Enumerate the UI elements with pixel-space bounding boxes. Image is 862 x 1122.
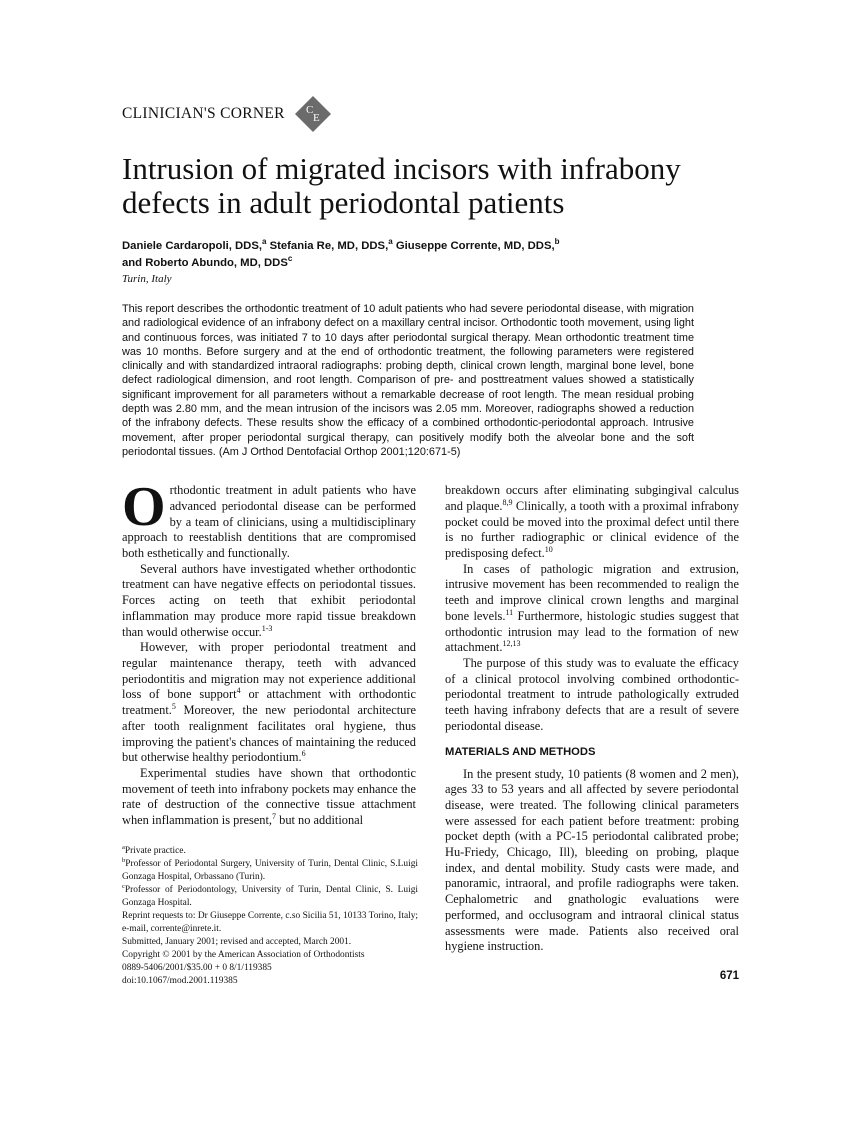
paragraph: In cases of pathologic migration and extrusion, intrusive movement has been recommended to realign the teeth and improve clinical crown lengths and marginal bone levels.$^{11}$ Furthermore, histologic studies suggest that orthodontic intrusion may lead to the formation of new attachment.$^{12,13}$ [445,561,739,655]
ce-badge-icon [295,96,331,132]
footnote: $^c$Professor of Periodontology, University of Turin, Dental Clinic, S. Luigi Gonzaga Hospital. [122,882,418,908]
svg-text:C: C [305,104,314,116]
author: Stefania Re, MD, DDS, [269,240,389,252]
author: and Roberto Abundo, MD, DDS [122,257,288,269]
citation: 5 [171,701,176,711]
footnote: doi:10.1067/mod.2001.119385 [122,975,238,986]
paragraph: The purpose of this study was to evaluate the efficacy of a clinical protocol involving combined orthodontic-periodontal treatment to intrude pathologically extruded teeth having infrabony defects that are a result of severe periodontal disease. [445,656,739,733]
article-title: Intrusion of migrated incisors with infrabony defects in adult periodontal patients [122,151,681,220]
footnotes [122,845,418,988]
paragraph: In the present study, 10 patients (8 women and 2 men), ages 33 to 53 years and all affected by severe periodontal disease, were treated. The following clinical parameters were assessed for each patient before treatment: probing pocket depth (with a PC-15 periodontal calibrated probe; Hu-Friedy, Chicago, Ill), bleeding on probing, plaque index, and dental mobility. Study casts were made, and panoramic, intraoral, and profile radiographs were taken. Cephalometric and gnathologic evaluations were performed, and occlusogram and intraoral clinical status assessments were made. Patients also received oral hygiene instruction. [445,766,739,954]
citation: 10 [544,544,553,554]
footnote: $^b$Professor of Periodontal Surgery, University of Turin, Dental Clinic, S.Luigi Gonzaga Hospital, Orbassano (Turin). [122,856,418,882]
affiliation-mark: c [287,254,293,264]
paragraph: Orthodontic treatment in adult patients who have advanced periodontal disease can be performed by a team of clinicians, using a multidisciplinary approach to reestablish dentitions that are compromised both esthetically and functionally. [122,476,416,561]
abstract: This report describes the orthodontic treatment of 10 adult patients who had severe periodontal disease, with migration and radiological evidence of an infrabony defect on a maxillary central incisor. Orthodontic tooth movement, using light and continuous forces, was initiated 7 to 10 days after periodontal surgical therapy. Mean orthodontic treatment time was 10 months. Before surgery and at the end of orthodontic treatment, the following parameters were registered clinically and with standardized intraoral radiographs: probing depth, clinical crown length, marginal bone level, bone defect radiological dimension, and root length. Comparison of pre- and posttreatment values showed a statistically significant improvement for all parameters without a remarkable decrease of root length. The mean residual probing depth was 2.80 mm, and the mean intrusion of the incisors was 2.05 mm. Moreover, radiographs showed a reduction of the infrabony defects. These results show the efficacy of a combined orthodontic-periodontal approach. Intrusive movement, after proper periodontal surgical therapy, can positively modify both the alveolar bone and the soft periodontal tissues. (Am J Orthod Dentofacial Orthop 2001;120:671-5) [122,303,694,458]
footnote: Submitted, January 2001; revised and accepted, March 2001. [122,936,352,947]
article-body [122,152,742,988]
section-header [122,96,331,132]
paragraph: breakdown occurs after eliminating subgingival calculus and plaque.$^{8,9}$ Clinically, a tooth with a proximal infrabony pocket could be moved into the proximal defect until there is no further radiographic or clinical evidence of the predisposing defect.$^{10}$ [445,483,739,561]
footnote: $^a$Private practice. [122,843,186,856]
citation: 6 [301,749,306,759]
body-column-right [445,483,739,983]
affiliation-mark: a [388,237,393,247]
svg-text:E: E [312,112,320,124]
section-label: CLINICIAN'S CORNER [122,105,285,122]
footnote: 0889-5406/2001/$35.00 + 0 8/1/119385 [122,962,272,973]
citation: 4 [236,686,241,696]
footnote: Reprint requests to: Dr Giuseppe Corrente, c.so Sicilia 51, 10133 Torino, Italy; e-mail, corrente@inrete.it. [122,910,418,934]
paragraph: Experimental studies have shown that orthodontic movement of teeth into infrabony pockets may enhance the rate of destruction of the connective tissue attachment when inflammation is present,$^7$ but no additional [122,765,416,828]
citation: 11 [505,607,514,617]
location: Turin, Italy [122,273,172,285]
section-heading: MATERIALS AND METHODS [445,745,596,758]
footnote: Copyright © 2001 by the American Association of Orthodontists [122,949,365,960]
paragraph: However, with proper periodontal treatment and regular maintenance therapy, teeth with advanced periodontitis and migration may not experience additional loss of bone support$^4$ or attachment with orthodontic treatment.$^5$ Moreover, the new periodontal architecture after tooth realignment facilitates oral hygiene, thus improving the patient's chances of maintaining the reduced but otherwise healthy periodontium.$^6$ [122,640,416,765]
citation: 7 [272,811,277,821]
body-column-left [122,476,418,987]
citation: 8,9 [502,497,513,507]
author: Daniele Cardaropoli, DDS, [122,240,262,252]
drop-cap: O [122,476,166,539]
author: Giuseppe Corrente, MD, DDS, [395,240,555,252]
author-list [122,238,722,272]
citation: 12,13 [502,639,521,649]
page-number: 671 [719,969,739,982]
body-columns [122,476,742,987]
affiliation-mark: a [262,237,267,247]
paragraph: Several authors have investigated whether orthodontic treatment can have negative effects on periodontal tissues. Forces acting on teeth that exhibit periodontal inflammation may produce more rapid tissue breakdown than would otherwise occur.$^{1-3}$ [122,561,416,639]
citation: 1-3 [261,623,273,633]
affiliation-mark: b [554,237,560,247]
